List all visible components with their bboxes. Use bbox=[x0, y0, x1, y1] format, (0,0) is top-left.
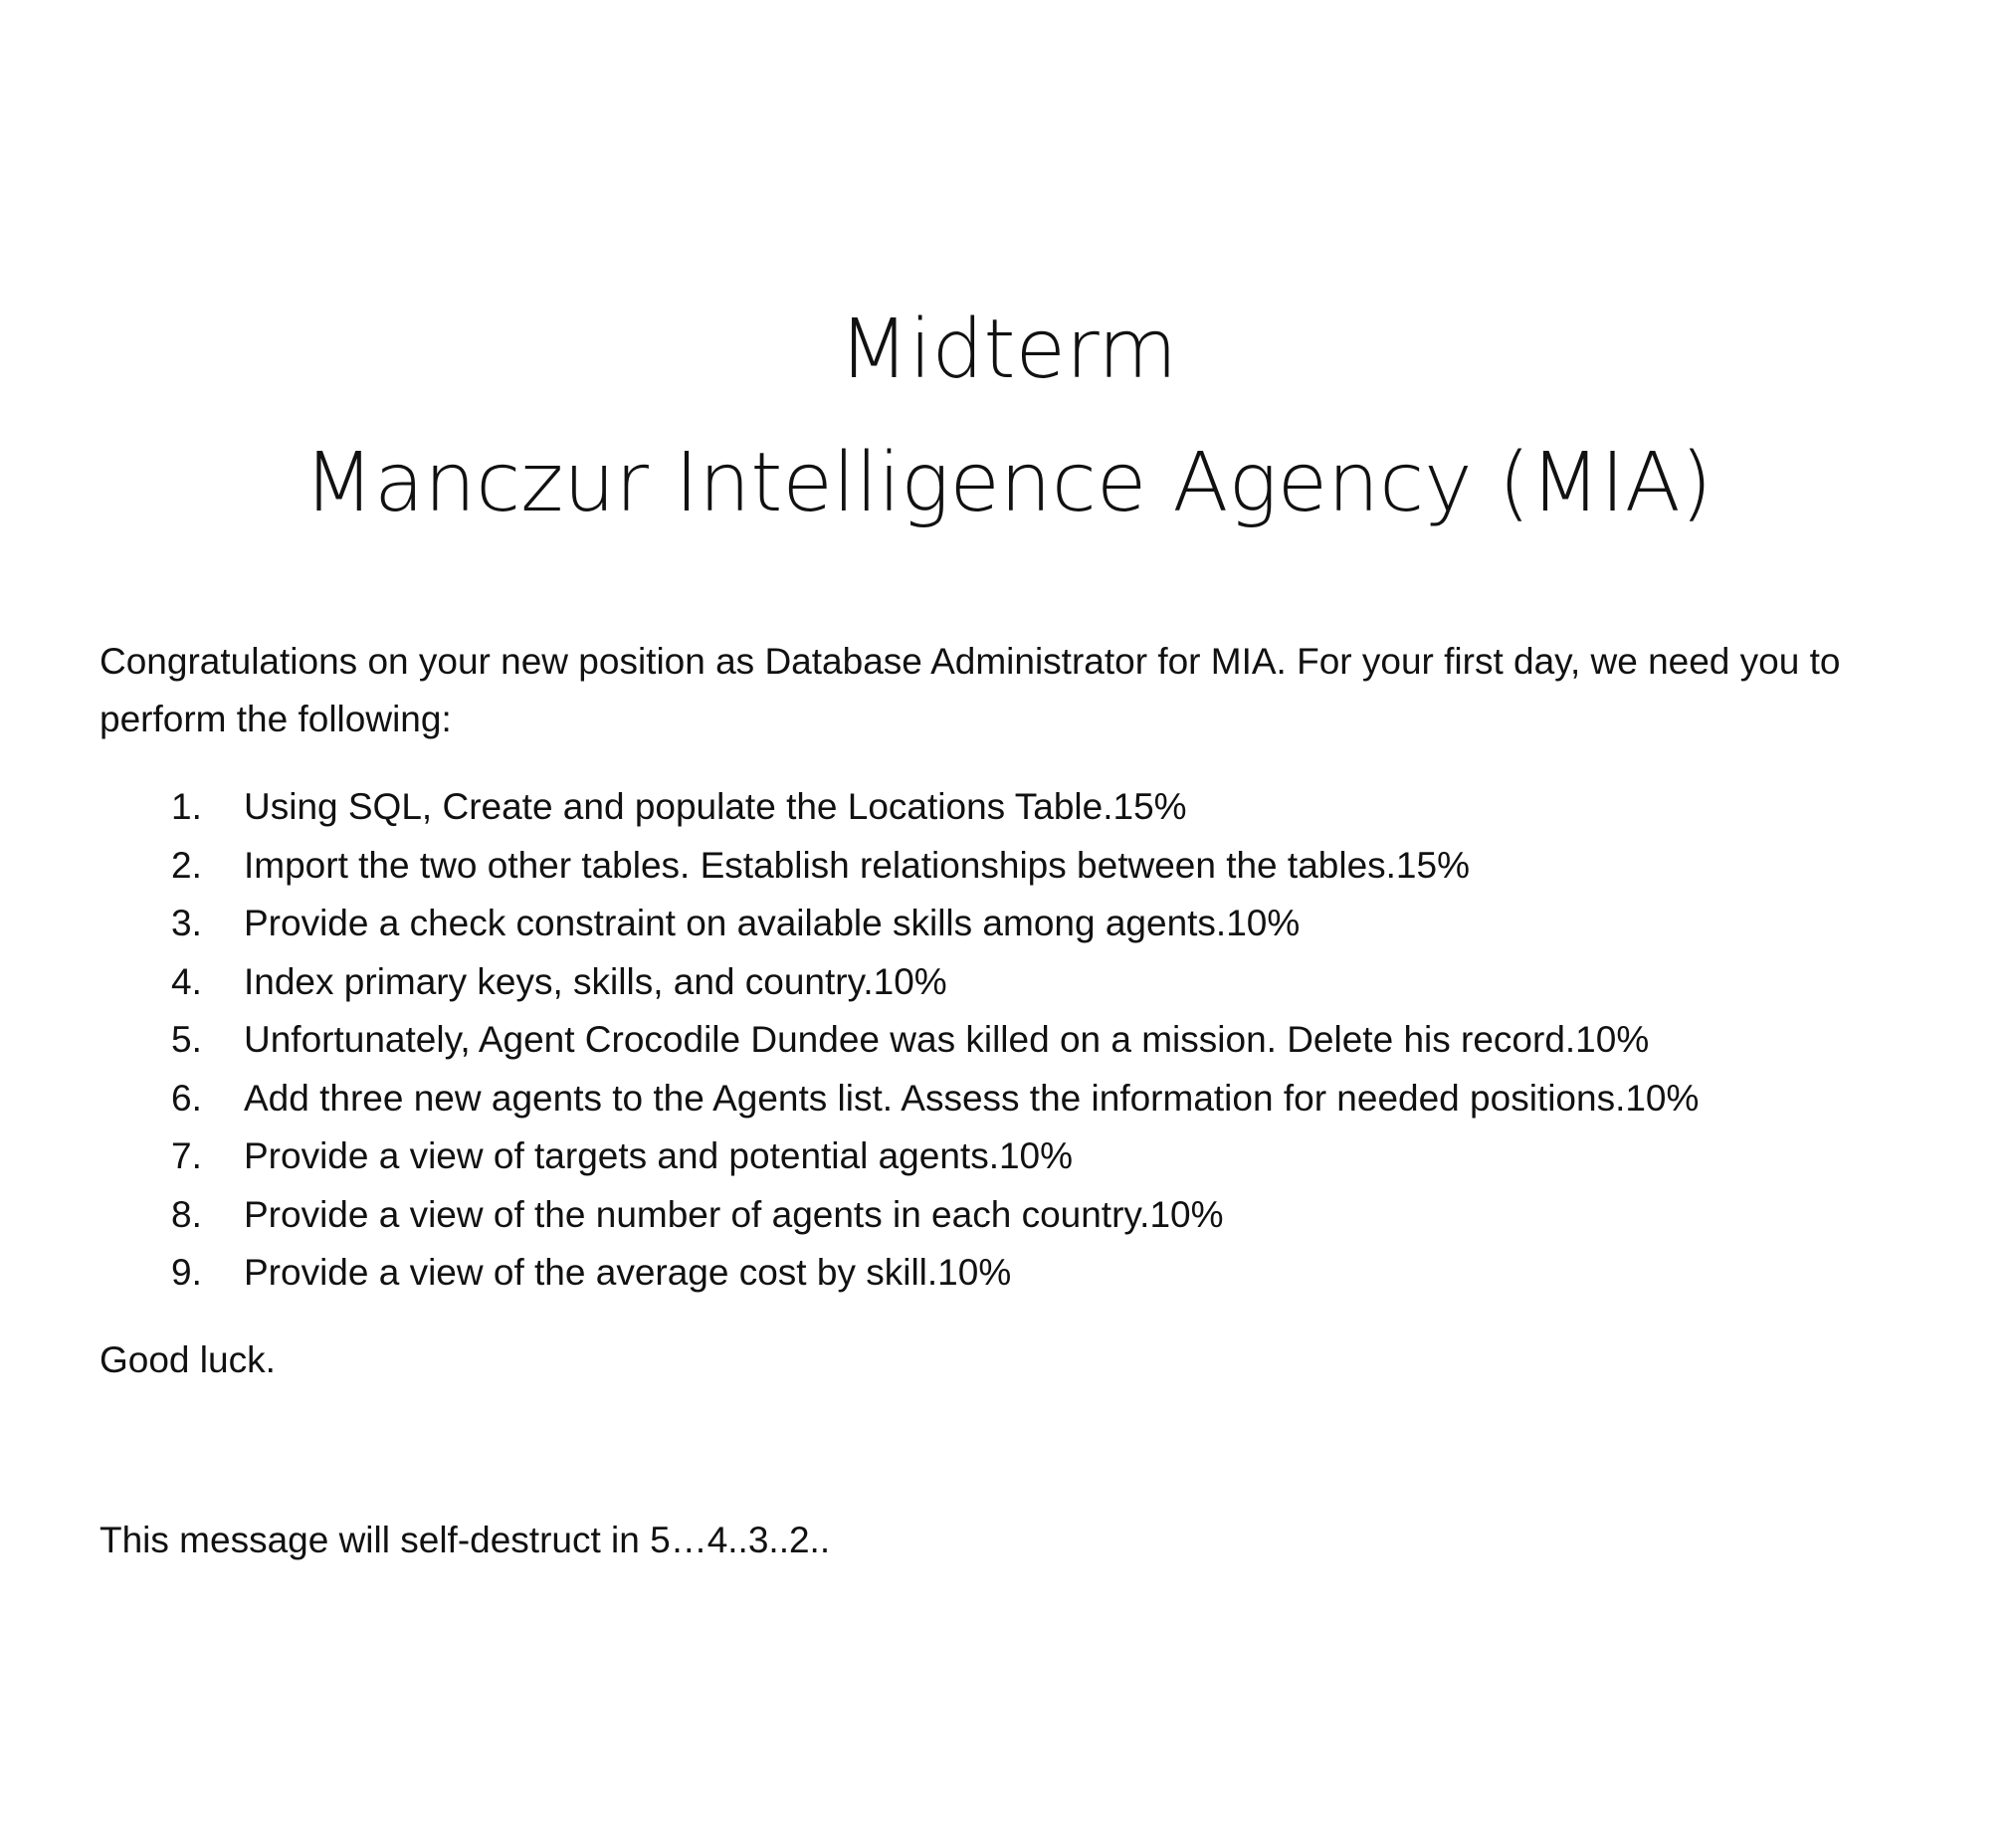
task-item bbox=[100, 895, 1920, 953]
task-number: 7. bbox=[171, 1135, 202, 1176]
document-subtitle: Manczur Intelligence Agency (MIA) bbox=[303, 436, 1713, 530]
task-text: Provide a check constraint on available skills among agents.10% bbox=[244, 903, 1301, 943]
task-item bbox=[100, 1070, 1920, 1128]
task-item bbox=[100, 953, 1920, 1012]
task-text: Index primary keys, skills, and country.10% bbox=[244, 960, 947, 1002]
task-number: 4. bbox=[171, 960, 202, 1002]
intro-paragraph: Congratulations on your new position as Database Administrator for MIA. For your first day, we need you to perform the following: bbox=[100, 641, 1841, 739]
task-number: 8. bbox=[171, 1193, 202, 1235]
task-item bbox=[100, 1127, 1920, 1186]
task-text: Add three new agents to the Agents list. Assess the information for needed positions.10% bbox=[244, 1077, 1700, 1119]
task-number: 5. bbox=[171, 1019, 202, 1060]
task-text: Unfortunately, Agent Crocodile Dundee was killed on a mission. Delete his record.10% bbox=[244, 1019, 1650, 1060]
document-title: Midterm bbox=[838, 303, 1178, 397]
task-item bbox=[100, 1186, 1920, 1245]
task-text: Using SQL, Create and populate the Locations Table.15% bbox=[244, 786, 1187, 827]
title-block bbox=[0, 284, 2016, 550]
task-list bbox=[100, 778, 1920, 1303]
closing-line: Good luck. bbox=[100, 1339, 276, 1380]
task-number: 1. bbox=[171, 786, 202, 827]
task-number: 2. bbox=[171, 844, 202, 886]
task-item bbox=[100, 1011, 1920, 1070]
task-item bbox=[100, 1244, 1920, 1303]
footer-message: This message will self-destruct in 5…4..3..2.. bbox=[100, 1520, 831, 1560]
task-text: Provide a view of the average cost by skill.10% bbox=[244, 1252, 1012, 1293]
task-number: 3. bbox=[171, 903, 202, 943]
task-item bbox=[100, 778, 1920, 837]
task-number: 6. bbox=[171, 1077, 202, 1119]
task-text: Provide a view of targets and potential agents.10% bbox=[244, 1135, 1074, 1176]
task-text: Provide a view of the number of agents in each country.10% bbox=[244, 1193, 1224, 1235]
task-number: 9. bbox=[171, 1252, 202, 1293]
task-text: Import the two other tables. Establish relationships between the tables.15% bbox=[244, 844, 1470, 886]
task-item bbox=[100, 837, 1920, 896]
